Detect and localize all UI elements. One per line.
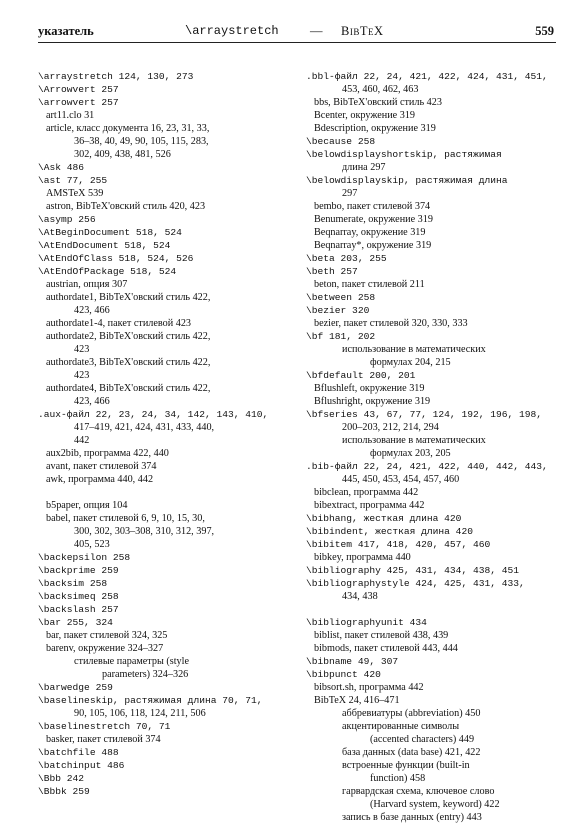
index-entry: bezier, пакет стилевой 320, 330, 333 — [314, 318, 468, 329]
index-entry: parameters) 324–326 — [102, 669, 189, 680]
index-entry: bibextract, программа 442 — [314, 500, 425, 511]
index-entry: \backprime 259 — [38, 565, 119, 576]
index-entry: \bibliographystyle 424, 425, 431, 433, — [306, 578, 525, 589]
index-entry: 417–419, 421, 424, 431, 433, 440, — [74, 422, 215, 433]
index-entry: \barwedge 259 — [38, 682, 113, 693]
index-entry: \belowdisplayshortskip, растяжимая — [306, 149, 502, 160]
header-last-term: BibTeX — [341, 24, 384, 38]
index-entry: \bibhang, жесткая длина 420 — [306, 513, 462, 524]
index-entry: .aux-файл 22, 23, 24, 34, 142, 143, 410, — [38, 409, 269, 420]
index-entry: \ast 77, 255 — [38, 175, 108, 186]
index-entry: использование в математических — [342, 435, 486, 446]
index-entry: barenv, окружение 324–327 — [46, 643, 164, 654]
index-entry: Bflushleft, окружение 319 — [314, 383, 425, 394]
index-entry: \because 258 — [306, 136, 376, 147]
index-entry: authordate1-4, пакет стилевой 423 — [46, 318, 192, 329]
index-entry: гарвардская схема, ключевое слово — [342, 786, 495, 797]
index-entry: использование в математических — [342, 344, 486, 355]
index-entry: формулах 204, 215 — [370, 357, 451, 368]
index-entry: austrian, опция 307 — [46, 279, 128, 290]
index-entry: \backsim 258 — [38, 578, 108, 589]
index-entry: 434, 438 — [342, 591, 378, 602]
index-entry: встроенные функции (built-in — [342, 760, 470, 771]
index-entry: (Harvard system, keyword) 422 — [370, 799, 500, 810]
index-entry: 442 — [74, 435, 90, 446]
index-entry: \bibitem 417, 418, 420, 457, 460 — [306, 539, 491, 550]
index-entry: 200–203, 212, 214, 294 — [342, 422, 439, 433]
index-column-left — [38, 70, 296, 798]
index-entry: .bib-файл 22, 24, 421, 422, 440, 442, 443, — [306, 461, 548, 472]
index-entry: \arrowvert 257 — [38, 97, 119, 108]
index-entry: authordate1, BibTeX'овский стиль 422, — [46, 292, 211, 303]
index-entry: \Bbb 242 — [38, 773, 85, 784]
index-column-right — [306, 70, 558, 824]
index-entry: \AtEndDocument 518, 524 — [38, 240, 171, 251]
index-entry: \bibindent, жесткая длина 420 — [306, 526, 473, 537]
index-entry: \backsimeq 258 — [38, 591, 119, 602]
index-entry: \asymp 256 — [38, 214, 96, 225]
index-entry: bibkey, программа 440 — [314, 552, 411, 563]
index-entry: \bezier 320 — [306, 305, 370, 316]
index-entry: \Arrowvert 257 — [38, 84, 119, 95]
index-entry: аббревиатуры (abbreviation) 450 — [342, 708, 481, 719]
index-entry: bibsort.sh, программа 442 — [314, 682, 424, 693]
index-entry: \bfdefault 200, 201 — [306, 370, 416, 381]
index-entry: 445, 450, 453, 454, 457, 460 — [342, 474, 460, 485]
index-entry: \bibliographyunit 434 — [306, 617, 427, 628]
index-entry: 300, 302, 303–308, 310, 312, 397, — [74, 526, 215, 537]
index-entry: формулах 203, 205 — [370, 448, 451, 459]
index-entry: Beqnarray*, окружение 319 — [314, 240, 432, 251]
index-entry: authordate3, BibTeX'овский стиль 422, — [46, 357, 211, 368]
index-entry: AMSTeX 539 — [46, 188, 104, 199]
index-entry: длина 297 — [342, 162, 386, 173]
index-entry: \AtEndOfClass 518, 524, 526 — [38, 253, 194, 264]
index-entry: bembo, пакет стилевой 374 — [314, 201, 431, 212]
index-entry: babel, пакет стилевой 6, 9, 10, 15, 30, — [46, 513, 205, 524]
index-entry: Bflushright, окружение 319 — [314, 396, 431, 407]
index-entry: 453, 460, 462, 463 — [342, 84, 419, 95]
index-entry: authordate4, BibTeX'овский стиль 422, — [46, 383, 211, 394]
index-entry: 423 — [74, 370, 90, 381]
index-entry: BibTeX 24, 416–471 — [314, 695, 400, 706]
index-entry: 297 — [342, 188, 358, 199]
index-entry: b5paper, опция 104 — [46, 500, 128, 511]
index-entry: art11.clo 31 — [46, 110, 95, 121]
index-entry: function) 458 — [370, 773, 426, 784]
header-first-term: \arraystretch — [185, 24, 279, 38]
index-entry: authordate2, BibTeX'овский стиль 422, — [46, 331, 211, 342]
index-entry: Bcenter, окружение 319 — [314, 110, 416, 121]
index-entry: \bibliography 425, 431, 434, 438, 451 — [306, 565, 520, 576]
index-entry: \bibname 49, 307 — [306, 656, 399, 667]
index-entry: \batchfile 488 — [38, 747, 119, 758]
index-entry: акцентированные символы — [342, 721, 460, 732]
header-section-title: указатель — [38, 24, 94, 38]
index-entry: \backslash 257 — [38, 604, 119, 615]
index-entry: стилевые параметры (style — [74, 656, 190, 667]
index-entry: \Bbbk 259 — [38, 786, 90, 797]
index-entry: 423, 466 — [74, 396, 110, 407]
index-entry: \belowdisplayskip, растяжимая длина — [306, 175, 508, 186]
index-entry: \batchinput 486 — [38, 760, 125, 771]
index-entry: 302, 409, 438, 481, 526 — [74, 149, 171, 160]
index-entry: .bbl-файл 22, 24, 421, 422, 424, 431, 451, — [306, 71, 548, 82]
index-entry: \bar 255, 324 — [38, 617, 113, 628]
index-entry: basker, пакет стилевой 374 — [46, 734, 161, 745]
index-entry: Benumerate, окружение 319 — [314, 214, 433, 225]
index-entry: 90, 105, 106, 118, 124, 211, 506 — [74, 708, 206, 719]
index-entry: \bfseries 43, 67, 77, 124, 192, 196, 198, — [306, 409, 543, 420]
index-entry: \AtBeginDocument 518, 524 — [38, 227, 182, 238]
running-header — [38, 22, 556, 43]
index-entry: 405, 523 — [74, 539, 110, 550]
index-entry: \baselineskip, растяжимая длина 70, 71, — [38, 695, 263, 706]
index-entry: biblist, пакет стилевой 438, 439 — [314, 630, 449, 641]
index-entry: \between 258 — [306, 292, 376, 303]
index-entry: bbs, BibTeX'овский стиль 423 — [314, 97, 442, 108]
index-entry: astron, BibTeX'овский стиль 420, 423 — [46, 201, 206, 212]
index-entry: Beqnarray, окружение 319 — [314, 227, 426, 238]
index-entry: \beth 257 — [306, 266, 358, 277]
index-gap — [38, 486, 296, 499]
index-entry: Bdescription, окружение 319 — [314, 123, 436, 134]
index-entry: bibclean, программа 442 — [314, 487, 419, 498]
index-gap — [306, 603, 558, 616]
index-entry: \bibpunct 420 — [306, 669, 381, 680]
index-entry: 423 — [74, 344, 90, 355]
index-entry: beton, пакет стилевой 211 — [314, 279, 425, 290]
index-entry: awk, программа 440, 442 — [46, 474, 154, 485]
index-entry: article, класс документа 16, 23, 31, 33, — [46, 123, 210, 134]
index-entry: bibmods, пакет стилевой 443, 444 — [314, 643, 458, 654]
index-entry: база данных (data base) 421, 422 — [342, 747, 481, 758]
index-entry: \AtEndOfPackage 518, 524 — [38, 266, 177, 277]
index-entry: \beta 203, 255 — [306, 253, 387, 264]
index-entry: запись в базе данных (entry) 443 — [342, 812, 482, 823]
index-entry: avant, пакет стилевой 374 — [46, 461, 157, 472]
index-entry: bar, пакет стилевой 324, 325 — [46, 630, 168, 641]
index-entry: \backepsilon 258 — [38, 552, 131, 563]
page-number: 559 — [535, 24, 554, 38]
index-entry: \baselinestretch 70, 71 — [38, 721, 171, 732]
index-entry: \arraystretch 124, 130, 273 — [38, 71, 194, 82]
index-entry: \Ask 486 — [38, 162, 85, 173]
header-dash: — — [310, 24, 323, 38]
index-entry: aux2bib, программа 422, 440 — [46, 448, 169, 459]
index-entry: 423, 466 — [74, 305, 110, 316]
index-entry: \bf 181, 202 — [306, 331, 376, 342]
index-entry: 36–38, 40, 49, 90, 105, 115, 283, — [74, 136, 209, 147]
index-entry: (accented characters) 449 — [370, 734, 475, 745]
